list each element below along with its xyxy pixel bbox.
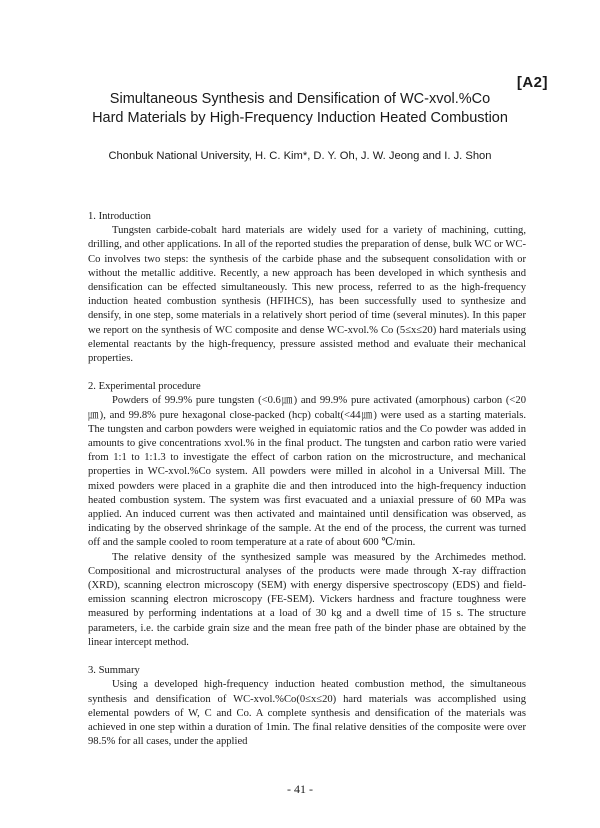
section-experimental <box>88 380 526 650</box>
paragraph: The relative density of the synthesized sample was measured by the Archimedes method. Compositional and microstructural analyses of the products were made through X-ray diffraction (XRD), scanning electron microscopy (SEM) with energy dispersive spectroscopy (EDS) and field-emission scanning electron microscopy (FE-SEM). Vickers hardness and fracture toughness were measured by performing indentations at a load of 30 kg and a dwell time of 15 s. The structure parameters, i.e. the carbide grain size and the mean free path of the binder phase are obtained by the linear intercept method. <box>88 551 526 648</box>
paper-body <box>88 210 526 763</box>
session-tag: [A2] <box>516 74 548 91</box>
section-heading: 2. Experimental procedure <box>88 381 201 393</box>
author-affiliation: Chonbuk National University, H. C. Kim*, D. Y. Oh, J. W. Jeong and I. J. Shon <box>108 150 492 162</box>
section-introduction <box>88 210 526 366</box>
section-summary <box>88 664 526 749</box>
paper-title <box>0 90 600 128</box>
section-heading: 3. Summary <box>88 665 140 677</box>
section-heading: 1. Introduction <box>88 211 151 222</box>
paragraph: Tungsten carbide-cobalt hard materials are widely used for a variety of machining, cutting, drilling, and other applications. In all of the reported studies the preparation of dense, bulk WC or WC-Co involves two steps: the synthesis of the carbide phase and the subsequent consolidation with or without the metallic additive. Recently, a new approach has been developed in which synthesis and densification can be effected simultaneously. This new process, referred to as the high-frequency induction heated combustion synthesis (HFIHCS), has been successfully used to synthesize and densify, in one step, some materials in a relatively short period of time (several minutes). In this paper we report on the synthesis of WC composite and dense WC-xvol.% Co (5≤x≤20) hard materials using elemental reactants by the high-frequency, pressure assisted method and evaluate their mechanical properties. <box>88 225 526 365</box>
paragraph: Using a developed high-frequency induction heated combustion method, the simultaneous synthesis and densification of WC-xvol.%Co(0≤x≤20) hard materials was accomplished using elemental powders of W, C and Co. A complete synthesis and densification of the materials was achieved in one step within a duration of 1min. The final relative densities of the composite were over 98.5% for all cases, under the applied <box>88 679 526 748</box>
title-line-2: Hard Materials by High-Frequency Induction Heated Combustion <box>92 110 508 126</box>
title-line-1: Simultaneous Synthesis and Densification of WC-xvol.%Co <box>109 91 491 107</box>
page-number: - 41 - <box>287 782 313 796</box>
paragraph: Powders of 99.9% pure tungsten (<0.6㎛) and 99.9% pure activated (amorphous) carbon (<20㎛), and 99.8% pure hexagonal close-packed (hcp) cobalt(<44㎛) were used as a starting materials. The tungsten and carbon powders were weighed in equiatomic ratios and the Co powder was added in amounts to give concentrations xvol.% in the final product. The tungsten and carbon ratio were varied from 1:1 to 1:1.3 to investigate the effect of carbon ration on the microstructure, and mechanical properties in WC-xvol.%Co system. All powders were milled in alcohol in a Universal Mill. The mixed powders were placed in a graphite die and then introduced into the high-frequency induction heated combustion system. The system was first evacuated and a uniaxial pressure of 60 MPa was applied. An induced current was then activated and maintained until densification was observed, as indicating by the observed shrinkage of the sample. At the end of the process, the current was turned off and the sample cooled to room temperature at a rate of about 600 ℃/min. <box>88 395 526 549</box>
